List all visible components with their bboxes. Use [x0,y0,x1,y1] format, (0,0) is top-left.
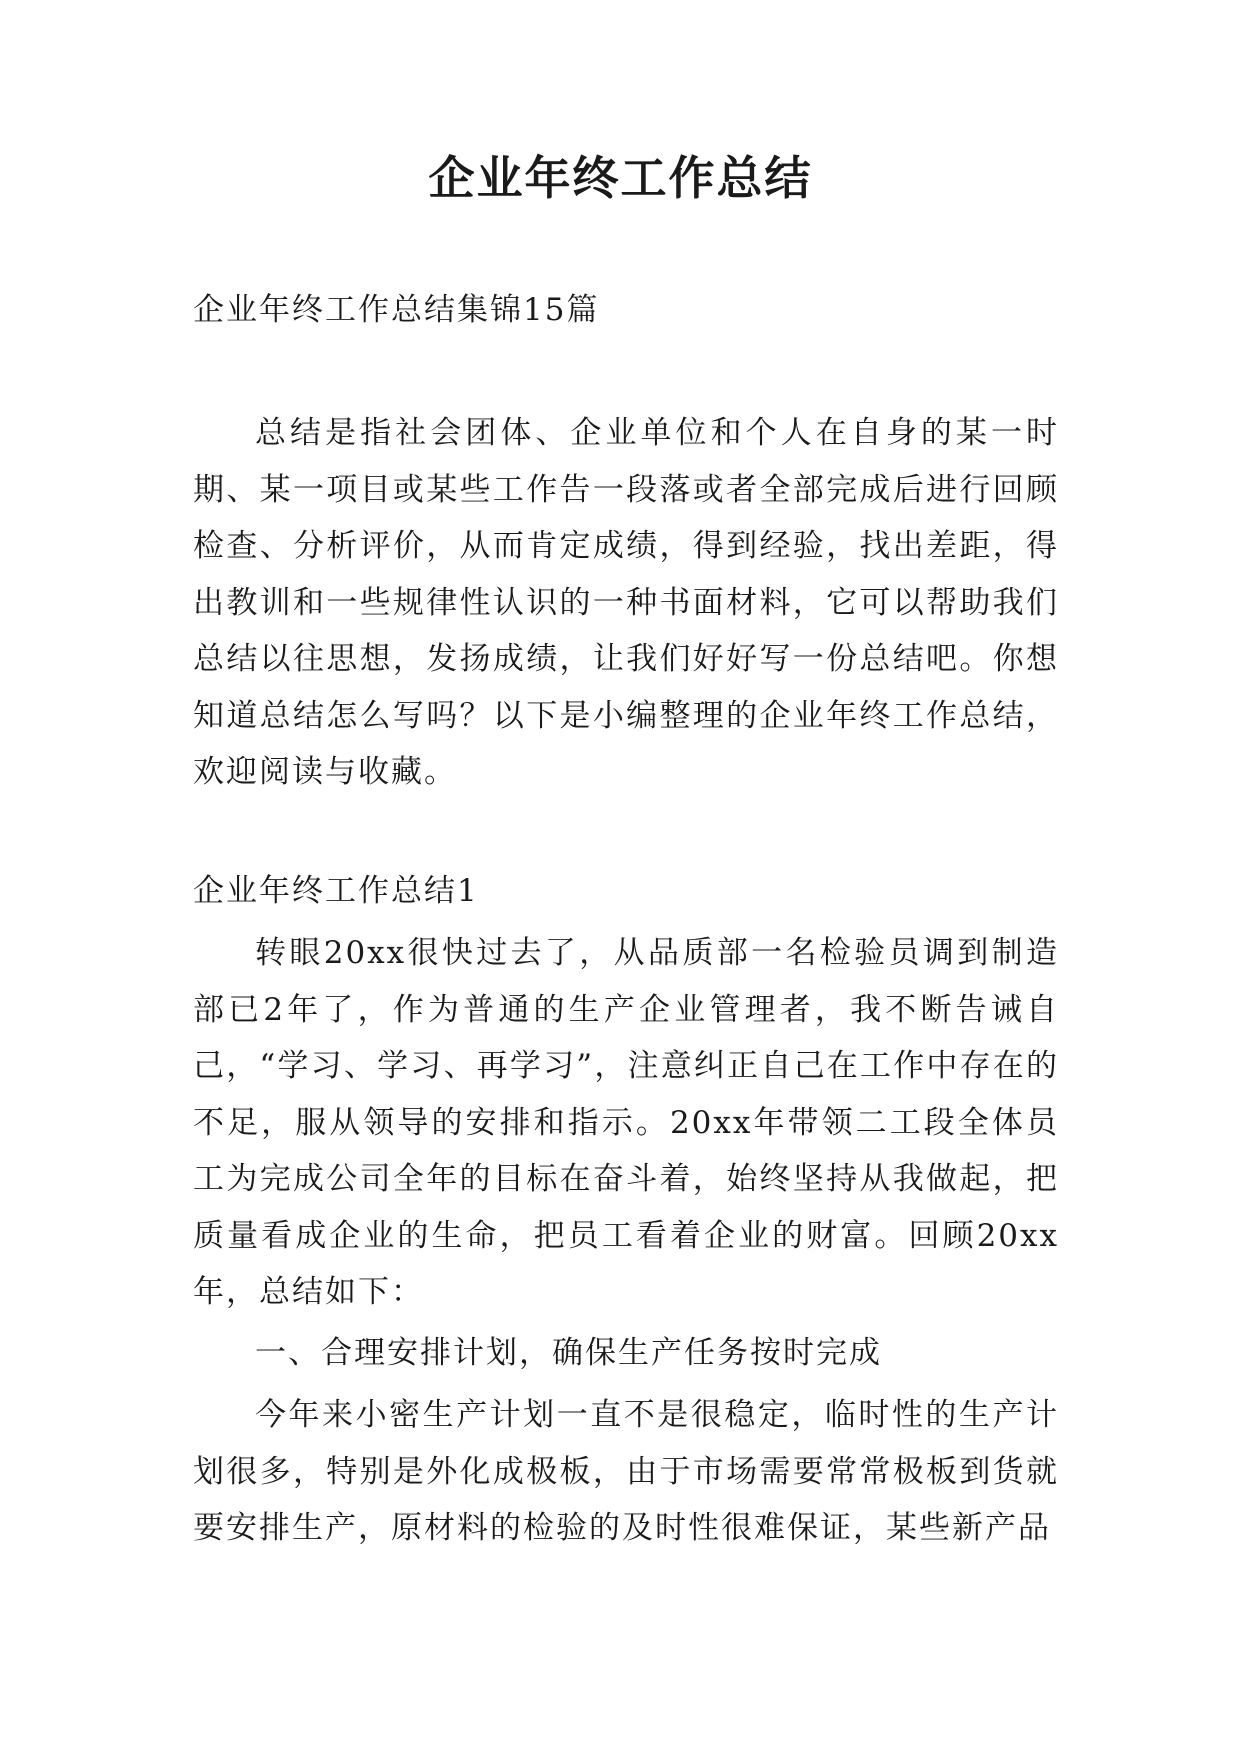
body-paragraph: 今年来小密生产计划一直不是很稳定，临时性的生产计划很多，特别是外化成极板，由于市场需要常常极板到货就要安排生产，原材料的检验的及时性很难保证，某些新产品 [193,1397,1059,1546]
document-subtitle: 企业年终工作总结集锦15篇 [193,292,600,328]
body-paragraph: 转眼20xx很快过去了，从品质部一名检验员调到制造部已2年了，作为普通的生产企业管理者，我不断告诫自己，“学习、学习、再学习”，注意纠正自己在工作中存在的不足，服从领导的安排和指示。20xx年带领二工段全体员工为完成公司全年的目标在奋斗着，始终坚持从我做起，把质量看成企业的生命，把员工看着企业的财富。回顾20xx年，总结如下： [193,935,1059,1310]
sub-heading: 一、合理安排计划，确保生产任务按时完成 [255,1335,882,1371]
document-title: 企业年终工作总结 [428,151,813,205]
section-heading: 企业年终工作总结1 [193,873,479,909]
intro-paragraph: 总结是指社会团体、企业单位和个人在自身的某一时期、某一项目或某些工作告一段落或者全部完成后进行回顾检查、分析评价，从而肯定成绩，得到经验，找出差距，得出教训和一些规律性认识的一种书面材料，它可以帮助我们总结以往思想，发扬成绩，让我们好好写一份总结吧。你想知道总结怎么写吗？以下是小编整理的企业年终工作总结，欢迎阅读与收藏。 [193,415,1059,790]
